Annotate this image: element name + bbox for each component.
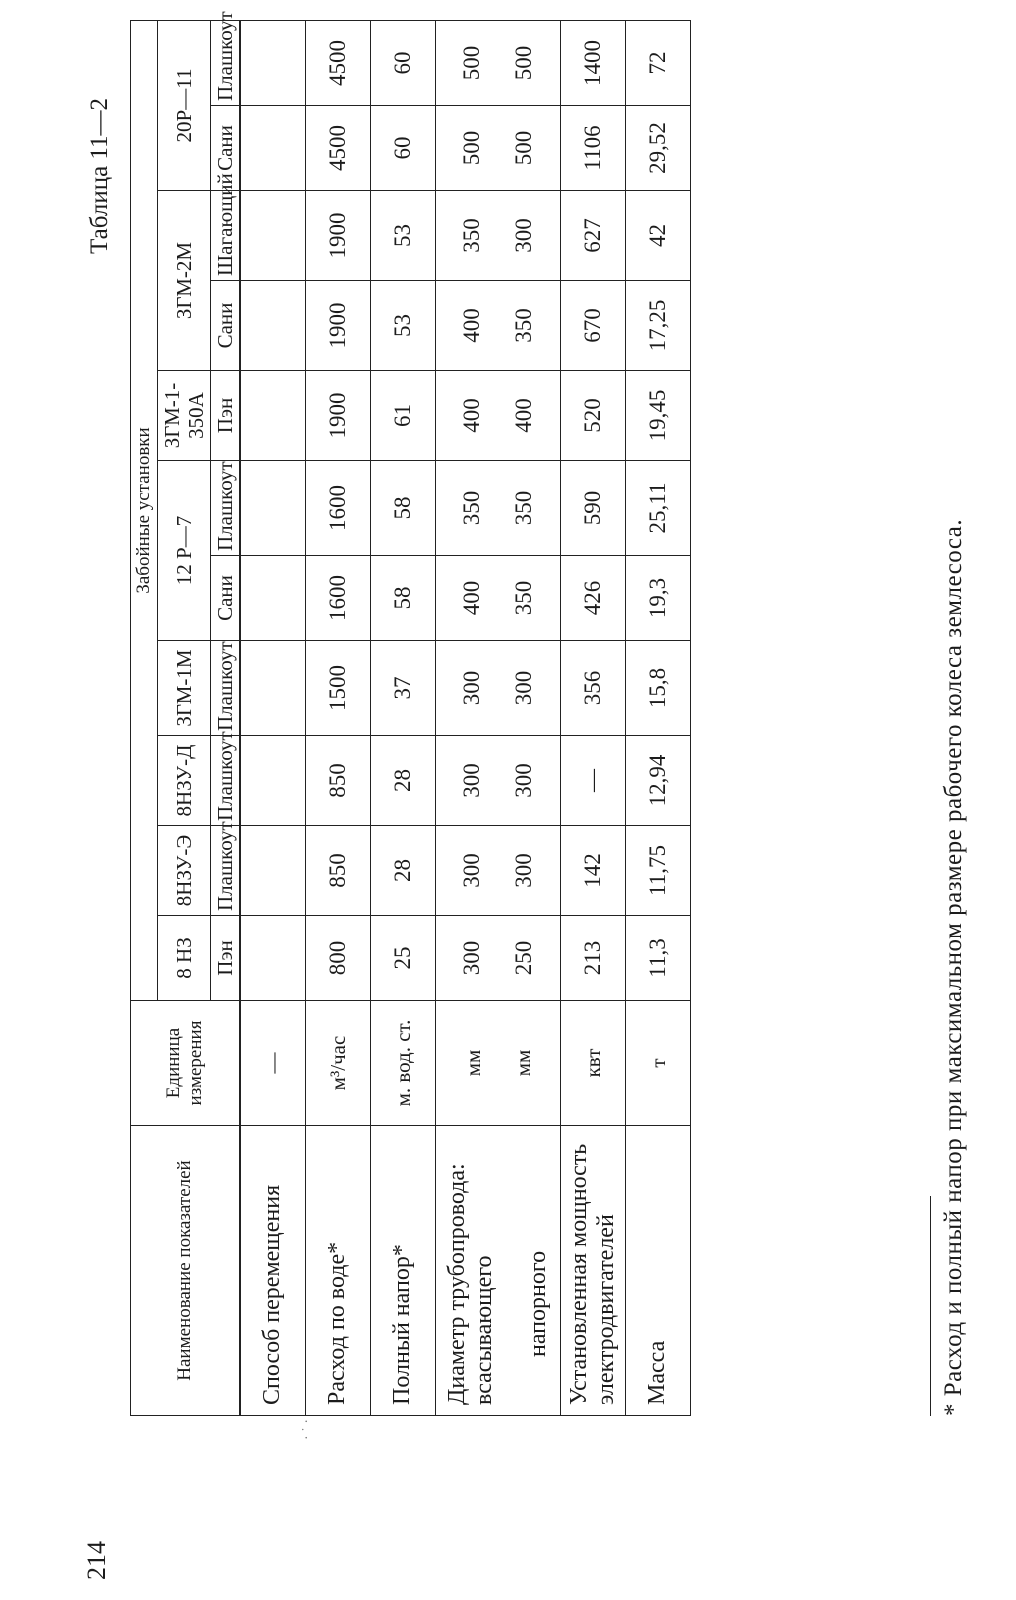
cell: 29,52 xyxy=(626,106,691,191)
cell xyxy=(240,191,306,281)
cell: 1600 xyxy=(306,461,371,556)
cell: 25 xyxy=(371,916,436,1001)
cell: 72 xyxy=(626,20,691,105)
header-type: Сани xyxy=(211,106,241,191)
cell xyxy=(240,371,306,461)
cell: 60 xyxy=(371,106,436,191)
row-unit: м³/час xyxy=(306,1001,371,1126)
cell xyxy=(436,106,561,191)
cell: 850 xyxy=(306,826,371,916)
cell: 17,25 xyxy=(626,281,691,371)
cell: 11,75 xyxy=(626,826,691,916)
row-unit: м. вод. ст. xyxy=(371,1001,436,1126)
cell-suction: 400 xyxy=(458,398,484,433)
cell xyxy=(240,916,306,1001)
row-power xyxy=(561,20,626,1415)
cell: 60 xyxy=(371,20,436,105)
cell-pressure: 500 xyxy=(511,45,537,81)
page-number: 214 xyxy=(82,1541,111,1580)
cell xyxy=(436,281,561,371)
cell: 1400 xyxy=(561,20,626,105)
row-label: Способ перемещения xyxy=(240,1126,306,1416)
cell: 53 xyxy=(371,191,436,281)
cell-pressure: 400 xyxy=(511,398,537,433)
header-model: 8 НЗ xyxy=(157,916,210,1001)
header-model: 8НЗУ-Э xyxy=(157,826,210,916)
header-model: ЗГМ-1М xyxy=(157,641,210,736)
cell: 19,45 xyxy=(626,371,691,461)
cell: 53 xyxy=(371,281,436,371)
cell-suction: 500 xyxy=(458,130,484,166)
cell: 800 xyxy=(306,916,371,1001)
header-type: Пэн xyxy=(211,371,241,461)
row-unit: т xyxy=(626,1001,691,1126)
cell: 28 xyxy=(371,826,436,916)
row-unit: квт xyxy=(561,1001,626,1126)
cell-suction: 400 xyxy=(458,580,484,616)
cell-suction: 500 xyxy=(458,45,484,81)
cell xyxy=(240,20,306,105)
cell: 356 xyxy=(561,641,626,736)
cell-pressure: 350 xyxy=(511,490,537,526)
header-type: Сани xyxy=(211,281,241,371)
row-label: Полный напор* xyxy=(371,1126,436,1416)
spec-table xyxy=(130,11,691,1416)
row-unit xyxy=(436,1001,561,1126)
cell xyxy=(436,916,561,1001)
header-type: Шагающий xyxy=(211,191,241,281)
header-type: Плашкоут xyxy=(211,20,241,105)
unit-pressure: мм xyxy=(511,1049,536,1077)
cell xyxy=(240,736,306,826)
cell-suction: 400 xyxy=(458,308,484,343)
cell xyxy=(436,641,561,736)
cell xyxy=(240,461,306,556)
header-model: 12 Р—7 xyxy=(157,461,210,641)
cell: 42 xyxy=(626,191,691,281)
header-group: Забойные установки xyxy=(131,20,158,1000)
header-type: Пэн xyxy=(211,916,241,1001)
cell xyxy=(436,371,561,461)
cell-suction: 300 xyxy=(458,670,484,706)
cell: 1106 xyxy=(561,106,626,191)
scan-specks: · ˙ · xyxy=(300,1419,315,1440)
cell-suction: 350 xyxy=(458,490,484,526)
cell-suction: 300 xyxy=(458,940,484,976)
cell-pressure: 300 xyxy=(511,670,537,706)
header-type: Плашкоут xyxy=(211,736,241,826)
row-label: Расход по воде* xyxy=(306,1126,371,1416)
header-model: ЗГМ-2М xyxy=(157,191,210,371)
row-movement xyxy=(240,20,306,1415)
cell: 1600 xyxy=(306,556,371,641)
cell: 58 xyxy=(371,461,436,556)
row-label: Установленная мощность электродвигателей xyxy=(561,1126,626,1416)
cell xyxy=(240,281,306,371)
cell-pressure: 300 xyxy=(511,763,537,798)
cell: 25,11 xyxy=(626,461,691,556)
row-label-pressure: напорного xyxy=(525,1250,552,1357)
header-type: Плашкоут xyxy=(211,641,241,736)
cell-suction: 350 xyxy=(458,218,484,253)
cell-pressure: 300 xyxy=(511,853,537,888)
unit-suction: мм xyxy=(461,1049,486,1077)
cell: 4500 xyxy=(306,20,371,105)
row-head xyxy=(371,20,436,1415)
header-name: Наименование показателей xyxy=(131,1126,241,1416)
row-label xyxy=(436,1126,561,1416)
cell: 58 xyxy=(371,556,436,641)
cell xyxy=(240,641,306,736)
cell: 37 xyxy=(371,641,436,736)
cell: 12,94 xyxy=(626,736,691,826)
cell-pressure: 300 xyxy=(511,218,537,253)
cell: 61 xyxy=(371,371,436,461)
header-type: Плашкоут xyxy=(211,461,241,556)
cell-pressure: 350 xyxy=(511,580,537,616)
table-caption: Таблица 11—2 xyxy=(86,98,113,254)
cell: 627 xyxy=(561,191,626,281)
cell-suction: 300 xyxy=(458,853,484,888)
row-flow xyxy=(306,20,371,1415)
cell: — xyxy=(561,736,626,826)
cell: 1500 xyxy=(306,641,371,736)
cell xyxy=(436,826,561,916)
cell xyxy=(436,20,561,105)
cell-suction: 300 xyxy=(458,763,484,798)
cell: 670 xyxy=(561,281,626,371)
cell: 520 xyxy=(561,371,626,461)
cell-pressure: 350 xyxy=(511,308,537,343)
cell: 142 xyxy=(561,826,626,916)
header-model: 20Р—11 xyxy=(157,20,210,190)
cell xyxy=(436,556,561,641)
cell: 1900 xyxy=(306,371,371,461)
header-type: Плашкоут xyxy=(211,826,241,916)
cell: 15,8 xyxy=(626,641,691,736)
cell xyxy=(240,106,306,191)
cell: 1900 xyxy=(306,281,371,371)
row-mass xyxy=(626,20,691,1415)
row-pipe-diameter xyxy=(436,20,561,1415)
header-model: ЗГМ-1-350А xyxy=(157,371,210,461)
cell-pressure: 250 xyxy=(511,940,537,976)
header-row-group xyxy=(131,20,158,1415)
cell: 4500 xyxy=(306,106,371,191)
row-label: Масса xyxy=(626,1126,691,1416)
cell: 850 xyxy=(306,736,371,826)
cell: 1900 xyxy=(306,191,371,281)
footnote-rule xyxy=(930,1196,931,1416)
cell: 213 xyxy=(561,916,626,1001)
footnote: * Расход и полный напор при максимальном размере рабочего колеса землесоса. xyxy=(940,518,967,1416)
cell: 28 xyxy=(371,736,436,826)
cell: 426 xyxy=(561,556,626,641)
cell xyxy=(240,556,306,641)
cell xyxy=(240,826,306,916)
cell: 590 xyxy=(561,461,626,556)
cell: 19,3 xyxy=(626,556,691,641)
header-unit: Единица измерения xyxy=(131,1001,241,1126)
cell-pressure: 500 xyxy=(511,130,537,166)
row-label-suction: Диаметр трубопровода: всасывающего xyxy=(443,1163,498,1405)
cell xyxy=(436,461,561,556)
cell xyxy=(436,191,561,281)
cell: 11,3 xyxy=(626,916,691,1001)
header-model: 8НЗУ-Д xyxy=(157,736,210,826)
header-type: Сани xyxy=(211,556,241,641)
row-unit: — xyxy=(240,1001,306,1126)
cell xyxy=(436,736,561,826)
